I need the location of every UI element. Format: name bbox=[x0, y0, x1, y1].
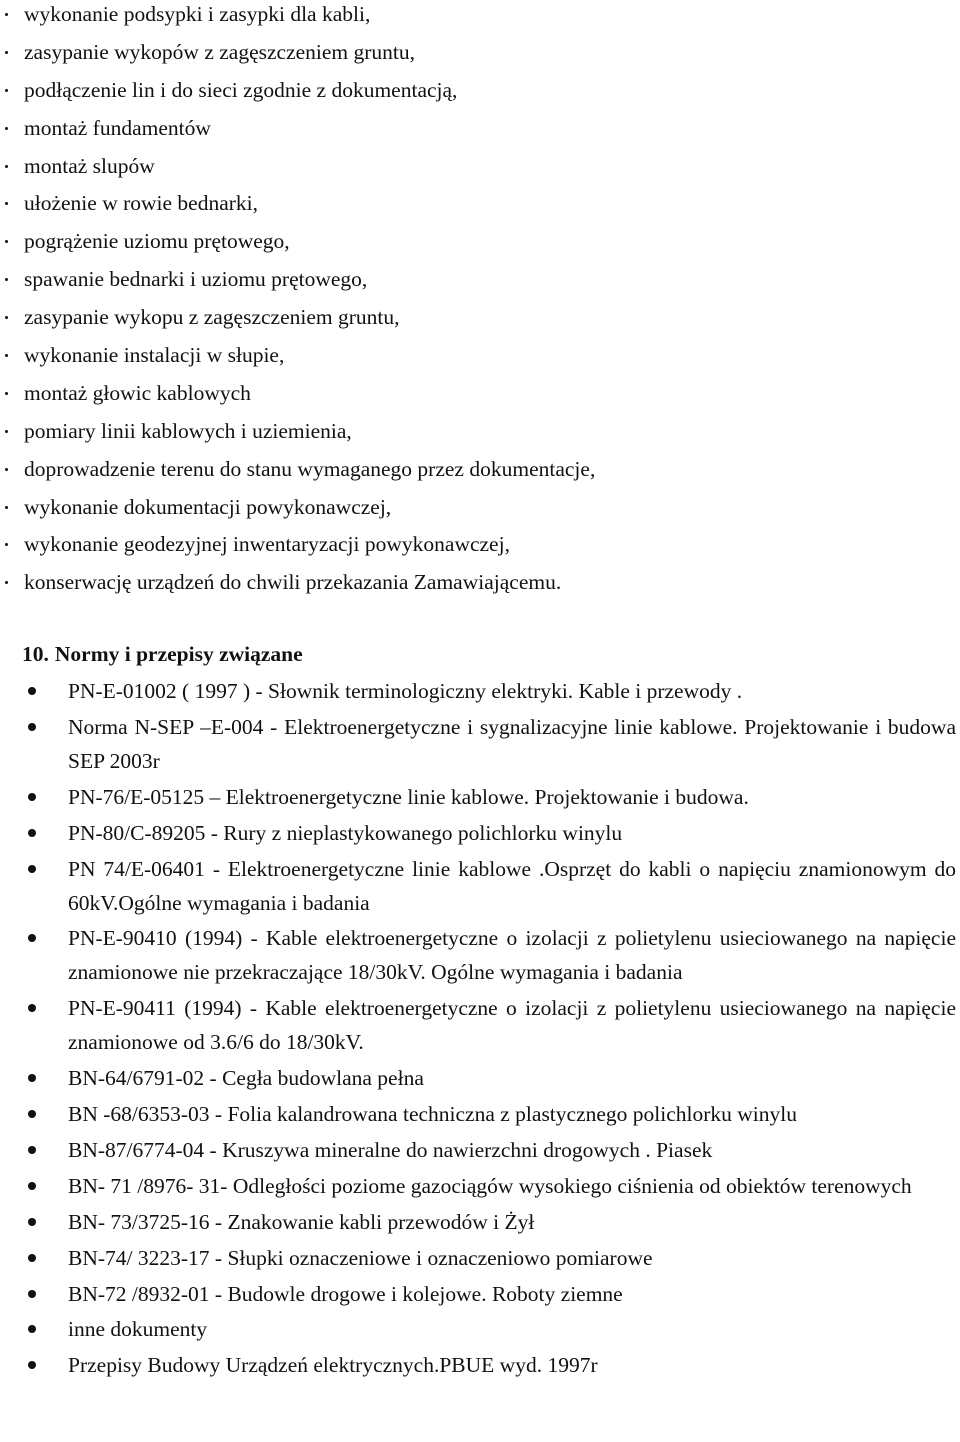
dot-bullet-icon bbox=[5, 89, 8, 92]
works-list-item bbox=[0, 341, 940, 379]
works-item-text: wykonanie instalacji w słupie, bbox=[24, 343, 285, 368]
works-item-text: konserwację urządzeń do chwili przekazania Zamawiającemu. bbox=[24, 570, 562, 595]
norm-text: BN- 73/3725-16 - Znakowanie kabli przewodów i Żył bbox=[68, 1209, 535, 1234]
works-item-text: spawanie bednarki i uziomu prętowego, bbox=[24, 267, 368, 292]
works-list-item bbox=[0, 227, 940, 265]
round-bullet-icon bbox=[28, 1361, 36, 1369]
works-item-text: zasypanie wykopu z zagęszczeniem gruntu, bbox=[24, 305, 400, 330]
works-list-item bbox=[0, 265, 940, 303]
works-item-text: pomiary linii kablowych i uziemienia, bbox=[24, 418, 352, 443]
norm-list-item bbox=[0, 1348, 956, 1382]
norm-text: BN- 71 /8976- 31- Odległości poziome gazociągów wysokiego ciśnienia od obiektów terenowych bbox=[68, 1173, 912, 1198]
works-list-item bbox=[0, 568, 940, 606]
norm-text: PN-E-01002 ( 1997 ) - Słownik terminologiczny elektryki. Kable i przewody . bbox=[68, 679, 743, 703]
round-bullet-icon bbox=[28, 1218, 36, 1226]
round-bullet-icon bbox=[28, 723, 36, 731]
norm-text: Norma N-SEP –E-004 - Elektroenergetyczne i sygnalizacyjne linie kablowe. Projektowanie i budowa SEP 2003r bbox=[68, 714, 956, 773]
works-item-text: montaż głowic kablowych bbox=[24, 380, 251, 405]
round-bullet-icon bbox=[28, 1182, 36, 1190]
norm-list-item bbox=[0, 674, 956, 708]
works-list-item bbox=[0, 417, 940, 455]
round-bullet-icon bbox=[28, 687, 36, 695]
norm-list-item bbox=[0, 816, 956, 850]
norm-text: PN-76/E-05125 – Elektroenergetyczne linie kablowe. Projektowanie i budowa. bbox=[68, 784, 749, 809]
works-item-text: montaż slupów bbox=[24, 153, 155, 178]
dot-bullet-icon bbox=[5, 165, 8, 168]
works-list-item bbox=[0, 530, 940, 568]
norm-text: BN-87/6774-04 - Kruszywa mineralne do nawierzchni drogowych . Piasek bbox=[68, 1138, 713, 1163]
works-list bbox=[0, 0, 940, 606]
works-list-item bbox=[0, 76, 940, 114]
norm-text: PN-E-90411 (1994) - Kable elektroenergetyczne o izolacji z polietylenu usieciowanego na napięcie znamionowe od 3.6/6 do 18/30kV. bbox=[68, 996, 956, 1055]
section-heading bbox=[22, 640, 303, 668]
norm-list-item bbox=[0, 991, 956, 1059]
norm-list-item bbox=[0, 1241, 956, 1275]
dot-bullet-icon bbox=[5, 240, 8, 243]
dot-bullet-icon bbox=[5, 430, 8, 433]
works-item-text: wykonanie podsypki i zasypki dla kabli, bbox=[24, 2, 371, 26]
norm-list-item bbox=[0, 1169, 956, 1203]
norm-list-item bbox=[0, 1277, 956, 1311]
works-list-item bbox=[0, 455, 940, 493]
norm-list-item bbox=[0, 1133, 956, 1167]
works-item-text: zasypanie wykopów z zagęszczeniem gruntu, bbox=[24, 39, 416, 64]
section-title: Normy i przepisy związane bbox=[54, 642, 303, 666]
norm-list-item bbox=[0, 780, 956, 814]
norm-list-item bbox=[0, 1061, 956, 1095]
dot-bullet-icon bbox=[5, 127, 8, 130]
round-bullet-icon bbox=[28, 829, 36, 837]
works-item-text: podłączenie lin i do sieci zgodnie z dokumentacją, bbox=[24, 77, 458, 102]
works-list-item bbox=[0, 152, 940, 190]
norm-list-item bbox=[0, 710, 956, 778]
dot-bullet-icon bbox=[5, 278, 8, 281]
works-list-item bbox=[0, 493, 940, 531]
works-item-text: doprowadzenie terenu do stanu wymaganego przez dokumentacje, bbox=[24, 456, 596, 481]
dot-bullet-icon bbox=[5, 392, 8, 395]
round-bullet-icon bbox=[28, 865, 36, 873]
dot-bullet-icon bbox=[5, 506, 8, 509]
works-list-item bbox=[0, 0, 940, 38]
works-item-text: pogrążenie uziomu prętowego, bbox=[24, 229, 290, 254]
dot-bullet-icon bbox=[5, 468, 8, 471]
round-bullet-icon bbox=[28, 1290, 36, 1298]
works-item-text: wykonanie dokumentacji powykonawczej, bbox=[24, 494, 392, 519]
round-bullet-icon bbox=[28, 1074, 36, 1082]
round-bullet-icon bbox=[28, 1146, 36, 1154]
round-bullet-icon bbox=[28, 934, 36, 942]
norm-text: BN-74/ 3223-17 - Słupki oznaczeniowe i oznaczeniowo pomiarowe bbox=[68, 1245, 653, 1270]
dot-bullet-icon bbox=[5, 202, 8, 205]
round-bullet-icon bbox=[28, 1110, 36, 1118]
round-bullet-icon bbox=[28, 1254, 36, 1262]
dot-bullet-icon bbox=[5, 354, 8, 357]
works-list-item bbox=[0, 189, 940, 227]
dot-bullet-icon bbox=[5, 316, 8, 319]
round-bullet-icon bbox=[28, 1325, 36, 1333]
works-list-item bbox=[0, 38, 940, 76]
works-list-item bbox=[0, 303, 940, 341]
norm-list-item bbox=[0, 1312, 956, 1346]
norm-text: BN -68/6353-03 - Folia kalandrowana techniczna z plastycznego polichlorku winylu bbox=[68, 1102, 798, 1127]
norm-list-item bbox=[0, 921, 956, 989]
round-bullet-icon bbox=[28, 1004, 36, 1012]
norm-list-item bbox=[0, 1205, 956, 1239]
section-number: 10. bbox=[22, 642, 49, 666]
norm-text: inne dokumenty bbox=[68, 1317, 208, 1342]
norms-list bbox=[0, 674, 956, 1384]
norm-text: PN-E-90410 (1994) - Kable elektroenergetyczne o izolacji z polietylenu usieciowanego na napięcie znamionowe nie przekraczające 18/30kV. Ogólne wymagania i badania bbox=[68, 926, 956, 985]
works-item-text: montaż fundamentów bbox=[24, 115, 211, 140]
norm-list-item bbox=[0, 1097, 956, 1131]
norm-text: Przepisy Budowy Urządzeń elektrycznych.PBUE wyd. 1997r bbox=[68, 1353, 598, 1378]
norm-text: PN 74/E-06401 - Elektroenergetyczne linie kablowe .Osprzęt do kabli o napięciu znamionowym do 60kV.Ogólne wymagania i badania bbox=[68, 856, 956, 915]
works-item-text: wykonanie geodezyjnej inwentaryzacji powykonawczej, bbox=[24, 532, 510, 557]
dot-bullet-icon bbox=[5, 51, 8, 54]
works-item-text: ułożenie w rowie bednarki, bbox=[24, 191, 259, 216]
dot-bullet-icon bbox=[5, 13, 8, 16]
norm-text: BN-72 /8932-01 - Budowle drogowe i kolejowe. Roboty ziemne bbox=[68, 1281, 623, 1306]
works-list-item bbox=[0, 114, 940, 152]
works-list-item bbox=[0, 379, 940, 417]
round-bullet-icon bbox=[28, 793, 36, 801]
norm-text: PN-80/C-89205 - Rury z nieplastykowanego polichlorku winylu bbox=[68, 820, 623, 845]
dot-bullet-icon bbox=[5, 543, 8, 546]
norm-list-item bbox=[0, 852, 956, 920]
norm-text: BN-64/6791-02 - Cegła budowlana pełna bbox=[68, 1066, 424, 1091]
dot-bullet-icon bbox=[5, 581, 8, 584]
